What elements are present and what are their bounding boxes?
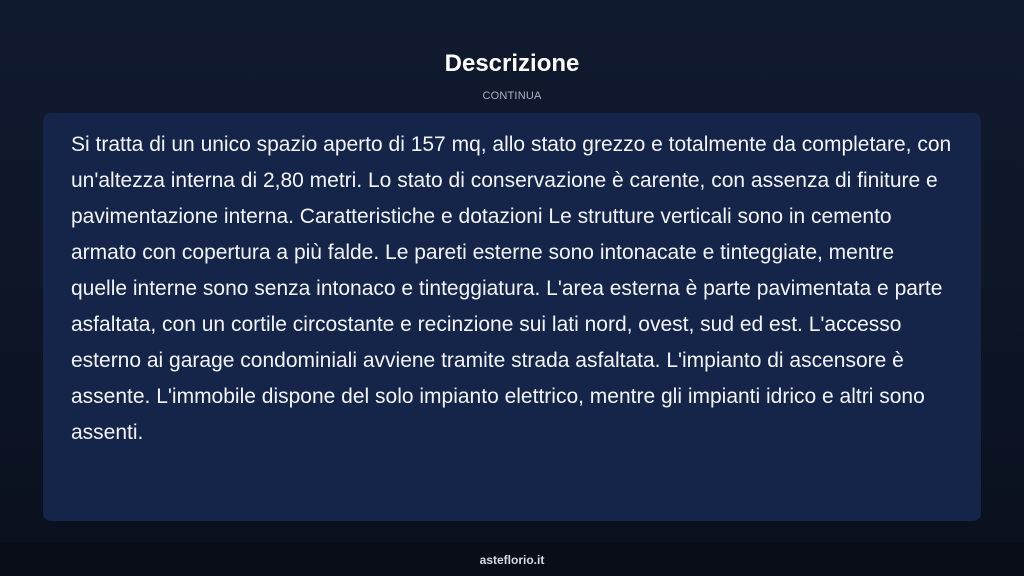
page-title: Descrizione bbox=[444, 50, 580, 77]
footer-bar bbox=[0, 543, 1024, 576]
continue-label: CONTINUA bbox=[482, 90, 542, 102]
description-text: Si tratta di un unico spazio aperto di 157 mq, allo stato grezzo e totalmente da completare, con un'altezza interna di 2,80 metri. Lo stato di conservazione è carente, con assenza di finiture e pavimentazione interna. Caratteristiche e dotazioni Le strutture verticali sono in cemento armato con copertura a più falde. Le pareti esterne sono intonacate e tinteggiate, mentre quelle interne sono senza intonaco e tinteggiatura. L'area esterna è parte pavimentata e parte asfaltata, con un cortile circostante e recinzione sui lati nord, ovest, sud ed est. L'accesso esterno ai garage condominiali avviene tramite strada asfaltata. L'impianto di ascensore è assente. L'immobile dispone del solo impianto elettrico, mentre gli impianti idrico e altri sono assenti. bbox=[71, 133, 952, 444]
description-card bbox=[43, 113, 981, 521]
site-name: asteflorio.it bbox=[479, 553, 545, 567]
